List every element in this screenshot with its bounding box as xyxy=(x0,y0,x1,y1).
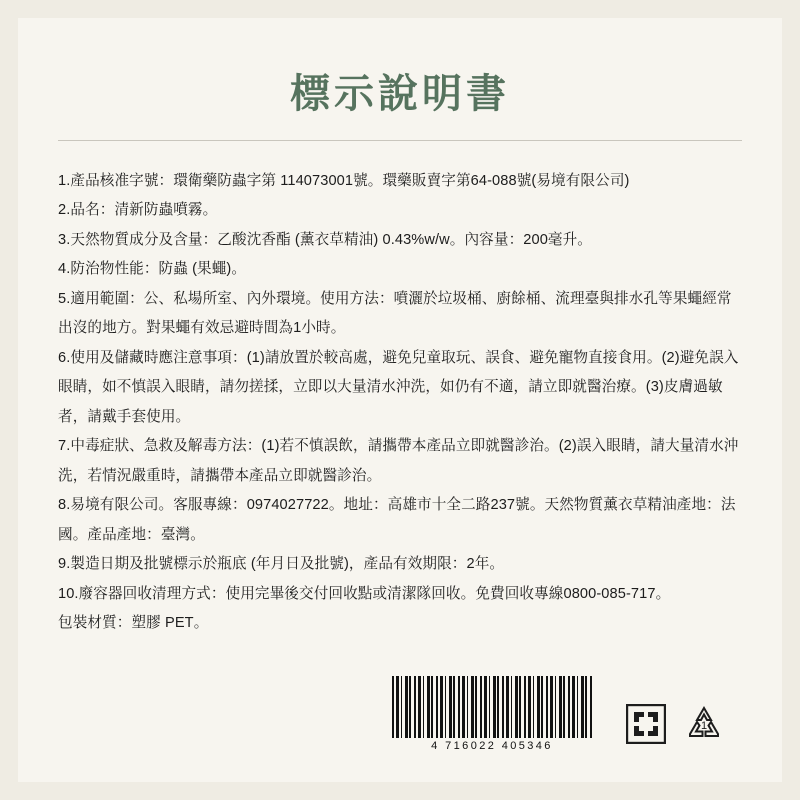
barcode-block xyxy=(392,676,592,752)
label-item: 包裝材質：塑膠 PET。 xyxy=(58,615,209,632)
label-item: 10.廢容器回收清理方式：使用完畢後交付回收點或清潔隊回收。免費回收專線0800-085-717。 xyxy=(58,585,671,602)
label-item: 7.中毒症狀、急救及解毒方法：(1)若不慎誤飲，請攜帶本產品立即就醫診治。(2)誤入眼睛，請大量清水沖洗，若情況嚴重時，請攜帶本產品立即就醫診治。 xyxy=(58,438,739,484)
label-item: 9.製造日期及批號標示於瓶底 (年月日及批號)，產品有效期限：2年。 xyxy=(58,556,505,573)
title-divider xyxy=(58,140,742,141)
recycling-marks xyxy=(626,704,724,744)
plastic-pet-recycle-mark-icon xyxy=(684,704,724,744)
page-title: 標示說明書 xyxy=(290,72,510,116)
barcode-icon xyxy=(392,676,592,738)
label-sheet xyxy=(18,18,782,782)
label-footer xyxy=(58,648,742,758)
label-body-text xyxy=(58,167,742,639)
svg-text:1: 1 xyxy=(700,720,708,732)
label-item: 2.品名：清新防蟲噴霧。 xyxy=(58,202,218,219)
label-item: 8.易境有限公司。客服專線：0974027722。地址：高雄市十全二路237號。天然物質薰衣草精油產地：法國。產品產地：臺灣。 xyxy=(58,497,736,543)
label-item: 1.產品核准字號：環衛藥防蟲字第 114073001號。環藥販賣字第64-088號(易境有限公司) xyxy=(58,173,630,189)
label-item: 3.天然物質成分及含量：乙酸沈香酯 (薰衣草精油) 0.43%w/w。內容量：200毫升。 xyxy=(58,231,592,248)
label-item: 5.適用範圍：公、私場所室、內外環境。使用方法：噴灑於垃圾桶、廚餘桶、流理臺與排水孔等果蠅經常出沒的地方。對果蠅有效忌避時間為1小時。 xyxy=(58,290,732,337)
recycle-bin-mark-icon xyxy=(626,704,666,744)
label-item: 6.使用及儲藏時應注意事項：(1)請放置於較高處，避免兒童取玩、誤食、避免寵物直接食用。(2)避免誤入眼睛，如不慎誤入眼睛，請勿搓揉，立即以大量清水沖洗，如仍有不適，請立即就醫治療。(3)皮膚過敏者，請戴手套使用。 xyxy=(58,349,739,425)
label-item: 4.防治物性能：防蟲 (果蠅)。 xyxy=(58,261,247,278)
barcode-number: 4 716022 405346 xyxy=(431,740,553,752)
